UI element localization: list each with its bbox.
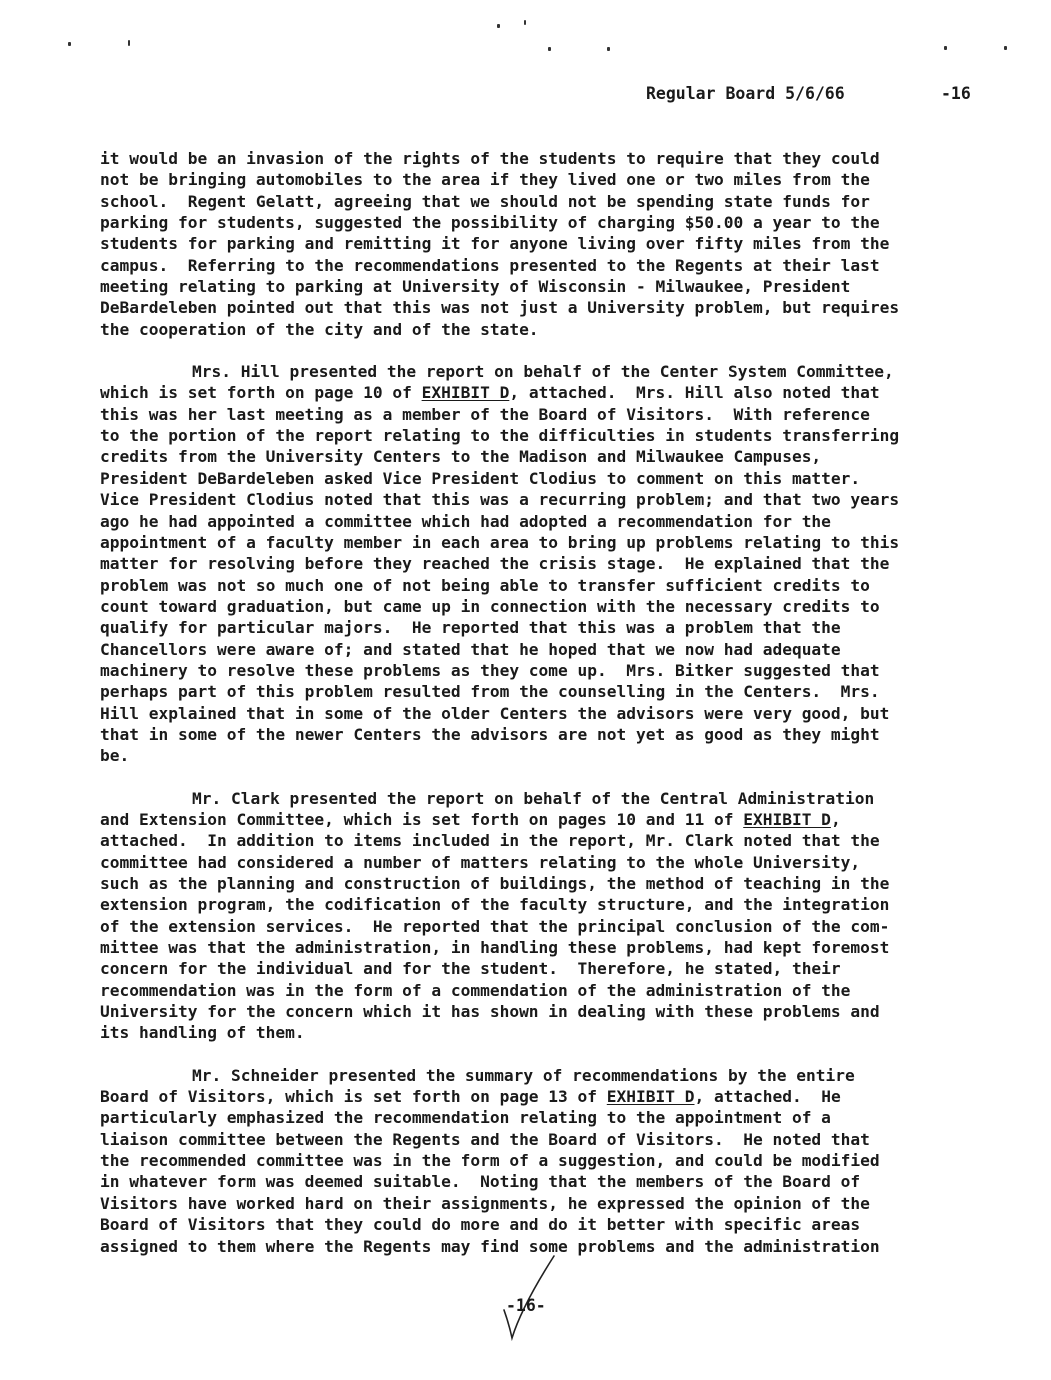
paragraph-parking xyxy=(100,148,968,340)
text-line: the cooperation of the city and of the state. xyxy=(100,319,539,339)
text-line: attached. In addition to items included in the report, Mr. Clark noted that the xyxy=(100,831,880,851)
text-line: particularly emphasized the recommendation relating to the appointment of a xyxy=(100,1108,831,1128)
text-line: Hill explained that in some of the older Centers the advisors were very good, but xyxy=(100,703,890,723)
text-line: credits from the University Centers to the Madison and Milwaukee Campuses, xyxy=(100,447,822,467)
text-line: perhaps part of this problem resulted from the counselling in the Centers. Mrs. xyxy=(100,682,880,702)
paragraph-summary-recommendations xyxy=(100,1065,968,1257)
scan-speck xyxy=(68,42,71,46)
text-line: the recommended committee was in the form of a suggestion, and could be modified xyxy=(100,1151,880,1171)
document-body xyxy=(100,148,968,1257)
scan-speck xyxy=(497,24,500,28)
text-line: meeting relating to parking at University of Wisconsin - Milwaukee, President xyxy=(100,277,851,297)
header-page-number: -16 xyxy=(941,84,971,103)
text-line: recommendation was in the form of a commendation of the administration of the xyxy=(100,980,851,1000)
scan-speck xyxy=(944,46,947,50)
text-line: of the extension services. He reported that the principal conclusion of the com- xyxy=(100,916,890,936)
text-line: be. xyxy=(100,746,130,766)
text-line: ago he had appointed a committee which had adopted a recommendation for the xyxy=(100,511,831,531)
exhibit-reference: EXHIBIT D xyxy=(743,809,831,829)
text-line: students for parking and remitting it for anyone living over fifty miles from the xyxy=(100,234,890,254)
text-line: this was her last meeting as a member of the Board of Visitors. With reference xyxy=(100,404,870,424)
text-line: not be bringing automobiles to the area if they lived one or two miles from the xyxy=(100,170,870,190)
text-line: University for the concern which it has shown in dealing with these problems and xyxy=(100,1002,880,1022)
text-line: Mr. Schneider presented the summary of recommendations by the entire xyxy=(192,1065,855,1085)
text-line: mittee was that the administration, in handling these problems, had kept foremost xyxy=(100,938,890,958)
page-footer xyxy=(500,1296,580,1346)
text-line: school. Regent Gelatt, agreeing that we should not be spending state funds for xyxy=(100,191,870,211)
text-line: which is set forth on page 10 of EXHIBIT D, attached. Mrs. Hill also noted that xyxy=(100,383,880,403)
scan-speck xyxy=(128,40,130,46)
text-line: Vice President Clodius noted that this was a recurring problem; and that two years xyxy=(100,490,900,510)
paragraph-central-administration xyxy=(100,788,968,1044)
paragraph-center-system xyxy=(100,361,968,767)
text-line: Chancellors were aware of; and stated that he hoped that we now had adequate xyxy=(100,639,841,659)
text-line: Board of Visitors, which is set forth on page 13 of EXHIBIT D, attached. He xyxy=(100,1087,841,1107)
text-line: Mr. Clark presented the report on behalf of the Central Administration xyxy=(192,788,875,808)
scan-speck xyxy=(524,20,526,25)
exhibit-reference: EXHIBIT D xyxy=(421,383,510,403)
text-line: to the portion of the report relating to the difficulties in students transferring xyxy=(100,426,900,446)
text-line: concern for the individual and for the student. Therefore, he stated, their xyxy=(100,959,841,979)
exhibit-reference: EXHIBIT D xyxy=(606,1087,695,1107)
scan-speck xyxy=(607,47,610,51)
text-line: appointment of a faculty member in each area to bring up problems relating to this xyxy=(100,532,900,552)
text-line: in whatever form was deemed suitable. Noting that the members of the Board of xyxy=(100,1172,861,1192)
text-line: matter for resolving before they reached the crisis stage. He explained that the xyxy=(100,554,890,574)
text-line: problem was not so much one of not being able to transfer sufficient credits to xyxy=(100,575,870,595)
header-title: Regular Board 5/6/66 xyxy=(646,84,845,103)
scan-speck xyxy=(548,47,551,51)
text-line: DeBardeleben pointed out that this was not just a University problem, but requires xyxy=(100,298,900,318)
scan-speck xyxy=(1004,46,1007,50)
text-line: Board of Visitors that they could do more and do it better with specific areas xyxy=(100,1215,861,1235)
text-line: Visitors have worked hard on their assignments, he expressed the opinion of the xyxy=(100,1193,870,1213)
text-line: such as the planning and construction of buildings, the method of teaching in the xyxy=(100,874,890,893)
text-line: machinery to resolve these problems as they come up. Mrs. Bitker suggested that xyxy=(100,660,880,680)
footer-page-number: -16- xyxy=(506,1296,546,1315)
text-line: President DeBardeleben asked Vice President Clodius to comment on this matter. xyxy=(100,468,861,488)
text-line: Mrs. Hill presented the report on behalf of the Center System Committee, xyxy=(192,362,894,382)
text-line: campus. Referring to the recommendations presented to the Regents at their last xyxy=(100,255,880,275)
text-line: assigned to them where the Regents may find some problems and the administration xyxy=(100,1236,880,1256)
text-line: parking for students, suggested the possibility of charging $50.00 a year to the xyxy=(100,213,880,233)
text-line: liaison committee between the Regents and the Board of Visitors. He noted that xyxy=(100,1129,870,1149)
text-line: extension program, the codification of the faculty structure, and the integration xyxy=(100,895,890,915)
text-line: that in some of the newer Centers the advisors are not yet as good as they might xyxy=(100,724,880,744)
text-line: committee had considered a number of matters relating to the whole University, xyxy=(100,852,861,872)
text-line: it would be an invasion of the rights of the students to require that they could xyxy=(100,149,880,168)
text-line: count toward graduation, but came up in connection with the necessary credits to xyxy=(100,596,880,616)
text-line: its handling of them. xyxy=(100,1023,305,1043)
text-line: qualify for particular majors. He reported that this was a problem that the xyxy=(100,618,841,638)
text-line: and Extension Committee, which is set forth on pages 10 and 11 of EXHIBIT D, xyxy=(100,809,841,829)
